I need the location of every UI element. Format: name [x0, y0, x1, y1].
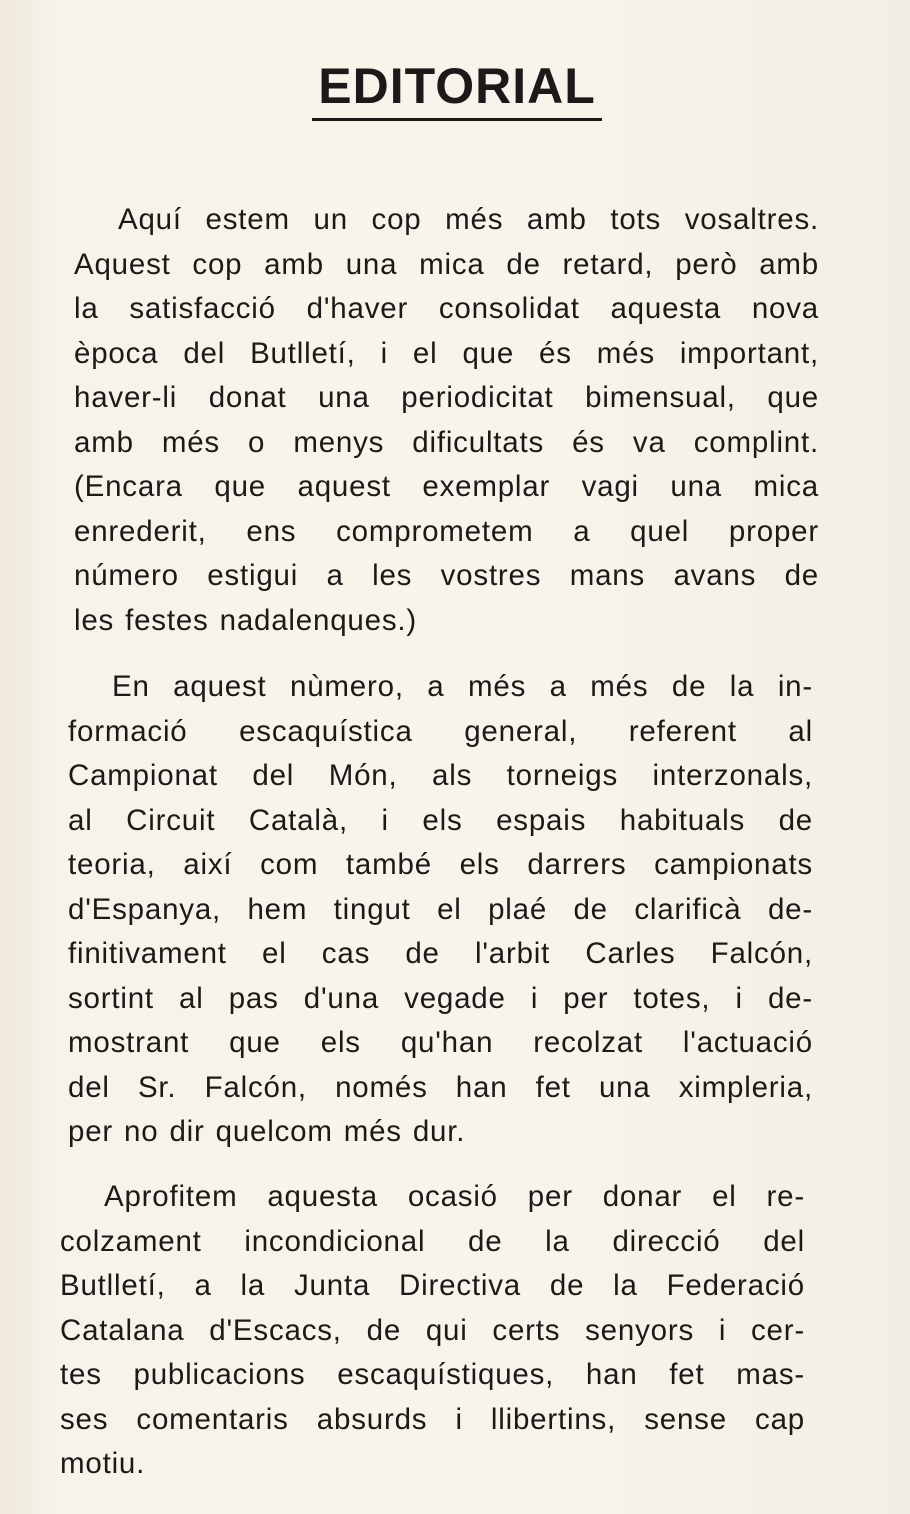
paragraph-3 — [60, 1175, 805, 1487]
text-line: finitivament el cas de l'arbit Carles Falcón, — [68, 937, 813, 970]
text-line: Campionat del Món, als torneigs interzonals, — [68, 759, 813, 792]
text-line: Aquest cop amb una mica de retard, però amb — [74, 247, 819, 281]
text-line: Aquí estem un cop més amb tots vosaltres. — [118, 203, 819, 236]
text-line: les festes nadalenques.) — [74, 603, 417, 637]
text-line: motiu. — [60, 1447, 146, 1480]
title-block — [0, 56, 910, 121]
text-line: Catalana d'Escacs, de qui certs senyors i cer- — [60, 1313, 805, 1347]
text-line: sortint al pas d'una vegade i per totes, i de- — [68, 981, 813, 1015]
text-line: Aprofitem aquesta ocasió per donar el re- — [104, 1180, 805, 1213]
page-title: EDITORIAL — [312, 56, 602, 121]
text-line: tes publicacions escaquístiques, han fet mas- — [60, 1358, 805, 1391]
text-line: haver-li donat una periodicitat bimensual, que — [74, 381, 819, 414]
text-line: formació escaquística general, referent al — [68, 714, 813, 748]
text-line: (Encara que aquest exemplar vagi una mica — [74, 470, 819, 503]
text-line: època del Butlletí, i el que és més important, — [74, 336, 819, 370]
text-line: mostrant que els qu'han recolzat l'actuació — [68, 1026, 813, 1059]
text-line: teoria, així com també els darrers campionats — [68, 848, 813, 881]
text-line: al Circuit Català, i els espais habituals de — [68, 803, 813, 837]
text-line: colzament incondicional de la direcció del — [60, 1224, 805, 1258]
text-line: enrederit, ens comprometem a quel proper — [74, 514, 819, 548]
text-line: per no dir quelcom més dur. — [68, 1115, 466, 1148]
text-line: número estigui a les vostres mans avans de — [74, 559, 819, 592]
paragraph-1 — [74, 198, 819, 643]
text-line: la satisfacció d'haver consolidat aquesta nova — [74, 292, 819, 325]
text-line: d'Espanya, hem tingut el plaé de clarificà de- — [68, 892, 813, 926]
text-line: del Sr. Falcón, només han fet una ximpleria, — [68, 1070, 813, 1104]
text-line: amb més o menys dificultats és va complint. — [74, 425, 819, 459]
text-line: En aquest nùmero, a més a més de la in- — [112, 670, 813, 703]
text-line: ses comentaris absurds i llibertins, sense cap — [60, 1402, 805, 1436]
paragraph-2 — [68, 665, 813, 1155]
text-line: Butlletí, a la Junta Directiva de la Federació — [60, 1269, 805, 1302]
